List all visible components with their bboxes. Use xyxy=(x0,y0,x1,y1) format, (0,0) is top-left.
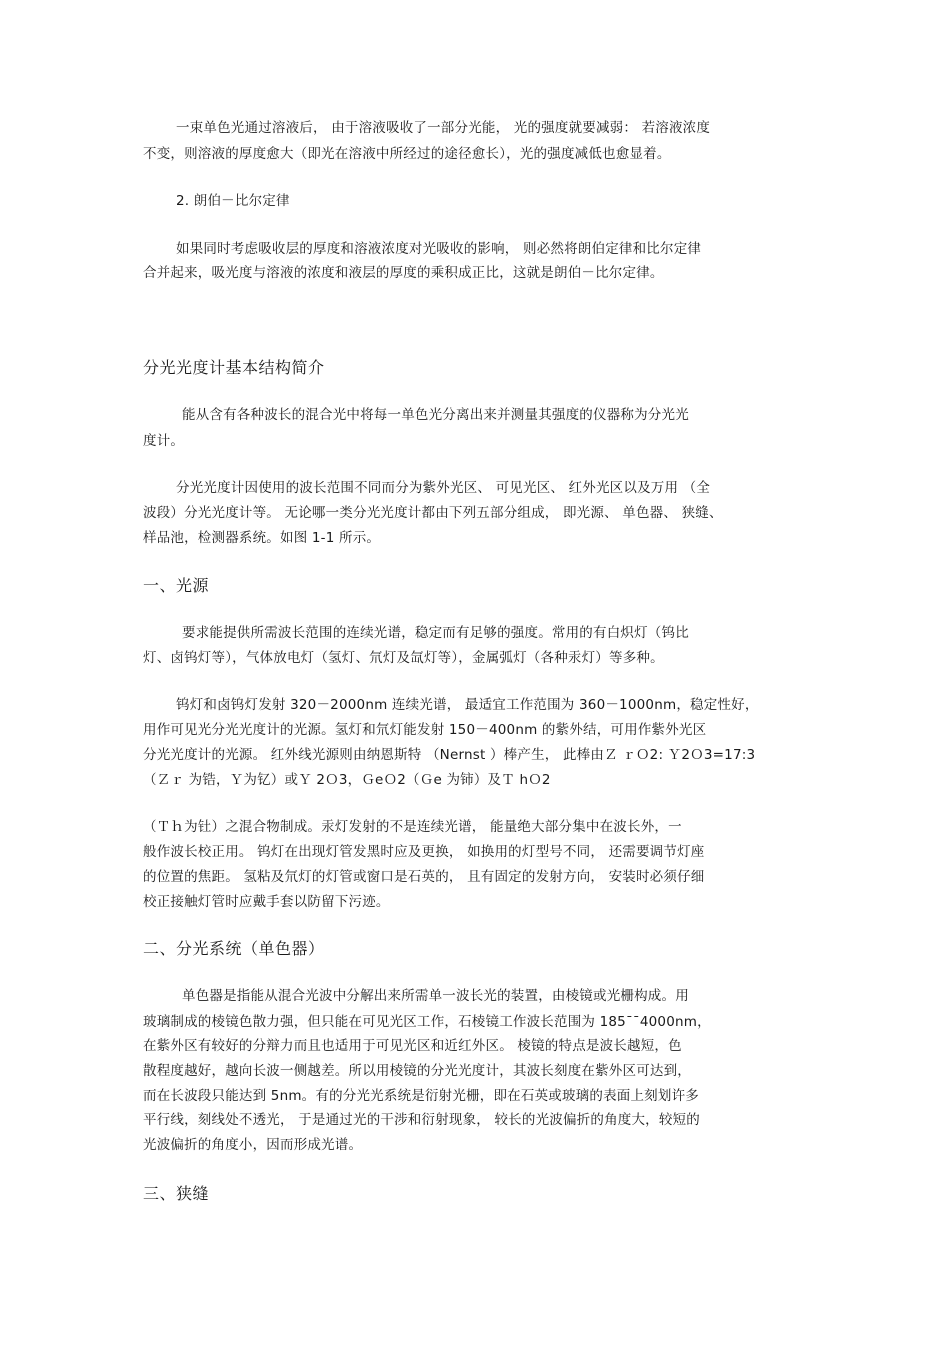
monochromator-heading: 二、分光系统（单色器） xyxy=(143,939,325,958)
light-source-p2-line2: 用作可见光分光光度计的光源。氢灯和氘灯能发射 150－400nm 的紫外结，可用作紫外光区 xyxy=(143,722,707,738)
monochromator-p1-line6: 平行线，刻线处不透光， 于是通过光的干涉和衍射现象， 较长的光波偏折的角度大，较短的 xyxy=(143,1112,700,1128)
light-source-heading: 一、光源 xyxy=(143,576,210,595)
monochromator-p1-line7: 光波偏折的角度小，因而形成光谱。 xyxy=(143,1137,363,1153)
light-source-p3-line3: 的位置的焦距。 氢粘及氘灯的灯管或窗口是石英的， 且有固定的发射方向， 安装时必须仔细 xyxy=(143,869,705,885)
structure-p2-line3: 样品池，检测器系统。如图 1-1 所示。 xyxy=(143,530,381,546)
intro-p2-line1: 如果同时考虑吸收层的厚度和溶液浓度对光吸收的影响， 则必然将朗伯定律和比尔定律 xyxy=(176,241,702,257)
light-source-p1-line1: 要求能提供所需波长范围的连续光谱，稳定而有足够的强度。常用的有白炽灯（钨比 xyxy=(182,625,689,641)
light-source-p3-line4: 校正接触灯管时应戴手套以防留下污迹。 xyxy=(143,894,390,910)
intro-p1-line1: 一束单色光通过溶液后， 由于溶液吸收了一部分光能， 光的强度就要减弱： 若溶液浓度 xyxy=(176,120,711,136)
monochromator-p1-line4: 散程度越好，越向长波一侧越差。所以用棱镜的分光光度计，其波长刻度在紫外区可达到， xyxy=(143,1063,691,1079)
structure-p1-line1: 能从含有各种波长的混合光中将每一单色光分离出来并测量其强度的仪器称为分光光 xyxy=(182,407,689,423)
structure-p1-line2: 度计。 xyxy=(143,433,185,449)
light-source-p2-line4: （Ｚｒ 为锆，Ｙ为钇）或Ｙ 2Ｏ3，ＧeＯ2（Ｇe 为铈）及Ｔ hＯ2 xyxy=(143,772,551,788)
structure-heading: 分光光度计基本结构简介 xyxy=(143,358,325,377)
monochromator-p1-line3: 在紫外区有较好的分辩力而且也适用于可见光区和近红外区。 棱镜的特点是波长越短，色 xyxy=(143,1038,682,1054)
light-source-p2-line3: 分光光度计的光源。 红外线光源则由纳恩斯特 （Nernst ）棒产生， 此棒由Ｚ ｒＯ2: Ｙ2Ｏ3=17:3 xyxy=(143,747,756,763)
light-source-p2-line1: 钨灯和卤钨灯发射 320－2000nm 连续光谱， 最适宜工作范围为 360－1000nm，稳定性好， xyxy=(176,697,759,713)
monochromator-p1-line1: 单色器是指能从混合光波中分解出来所需单一波长光的装置，由棱镜或光栅构成。用 xyxy=(182,988,689,1004)
intro-p2-line2: 合并起来，吸光度与溶液的浓度和液层的厚度的乘积成正比，这就是朗伯－比尔定律。 xyxy=(143,265,664,281)
monochromator-p1-line2: 玻璃制成的棱镜色散力强，但只能在可见光区工作，石棱镜工作波长范围为 185¯¯4000nm， xyxy=(143,1014,711,1030)
light-source-p3-line2: 般作波长校正用。 钨灯在出现灯管发黑时应及更换， 如换用的灯型号不同， 还需要调节灯座 xyxy=(143,844,705,860)
structure-p2-line1: 分光光度计因使用的波长范围不同而分为紫外光区、 可见光区、 红外光区以及万用 （全 xyxy=(176,480,711,496)
slit-heading: 三、狭缝 xyxy=(143,1184,210,1203)
section-item-2: 2. 朗伯－比尔定律 xyxy=(176,193,290,209)
structure-p2-line2: 波段）分光光度计等。 无论哪一类分光光度计都由下列五部分组成， 即光源、 单色器、 狭缝、 xyxy=(143,505,723,521)
light-source-p1-line2: 灯、卤钨灯等），气体放电灯（氢灯、氘灯及氙灯等），金属弧灯（各种汞灯）等多种。 xyxy=(143,650,664,666)
intro-p1-line2: 不变，则溶液的厚度愈大（即光在溶液中所经过的途径愈长），光的强度减低也愈显着。 xyxy=(143,146,671,162)
monochromator-p1-line5: 而在长波段只能达到 5nm。有的分光光系统是衍射光栅，即在石英或玻璃的表面上刻划许多 xyxy=(143,1088,699,1104)
light-source-p3-line1: （Ｔｈ为钍）之混合物制成。汞灯发射的不是连续光谱， 能量绝大部分集中在波长外，一 xyxy=(143,819,682,835)
